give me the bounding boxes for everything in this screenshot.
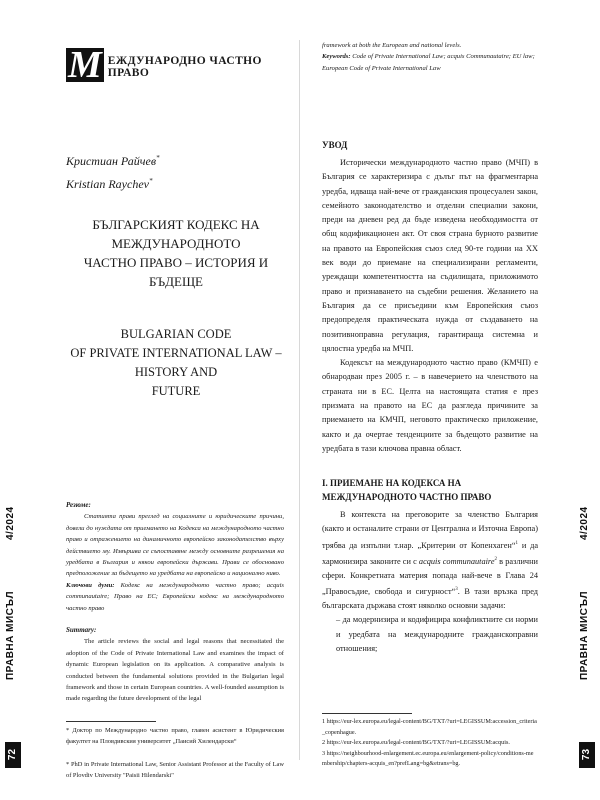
footnote-rule-right [322, 713, 412, 714]
footnote-3: 3 https://neighbourhood-enlargement.ec.europa.eu/enlargement-policy/conditions-membership/chapters-acquis_en?prefLang=bg&etrans=bg. [322, 749, 534, 768]
section-title: ЕЖДУНАРОДНО ЧАСТНО ПРАВО [107, 55, 262, 79]
section-heading [66, 44, 300, 86]
article-title-bg: БЪЛГАРСКИЯТ КОДЕКС НА МЕЖДУНАРОДНОТО ЧАСТНО ПРАВО – ИСТОРИЯ И БЪДЕЩЕ [83, 217, 269, 289]
journal-name-left: ПРАВНА МИСЪЛ [5, 591, 16, 680]
summary-en-label: Summary: [66, 626, 97, 634]
keywords-bg: Ключови думи: Кодекс на международното частно право; acquis communautaire; Право на ЕС; Европейски кодекс на международното частно право [66, 581, 284, 612]
footnote-1: 1 https://eur-lex.europa.eu/legal-content/BG/TXT/?uri=LEGISSUM:accession_criteria_copenhague. [322, 718, 537, 736]
summary-bg-text: Статията прави преглед на социалните и юридическите причини, довели до нуждата от приемането на Кодекса на международното частно право и отражението на динамичното европейско законодателство върху действието му. Извършва се съпоставяне между основните разрешения на уредбата в България и някои европейски държави. Прави се обосновано предположение за бъдещето на уредбата на европейско и национално ниво. [66, 513, 284, 578]
intro-paragraph-2: Кодексът на международното частно право (КМЧП) е обнародван през 2005 г. – в навечерието на членството на страната ни в ЕС. Целта на настоящата статия е през призмата на правото на ЕС да разгледа причините за приемането на КМЧП, неговото практическо приложение, както и да очертае тенденциите за бъдещото развитие на уредбата в тази ключова правна област. [322, 358, 538, 453]
section-initial: М [68, 44, 102, 86]
footnote-2: 2 https://eur-lex.europa.eu/legal-content/BG/TXT/?uri=LEGISSUM:acquis. [322, 739, 510, 747]
footnote-author-en: * PhD in Private International Law, Senior Assistant Professor at the Faculty of Law of Plovdiv University "Paisii Hilendarski" [66, 761, 284, 779]
author-bg: Кристиан Райчев* [66, 154, 160, 168]
footnote-rule [66, 721, 156, 722]
left-side-strip [5, 480, 21, 780]
section-1-paragraph: В контекста на преговорите за членство България (както и останалите страни от Централна и Източна Европа) трябва да изпълни т.нар. „Критерии от Копенхаген“$^1$ и да хармонизира законите си с acquis communautaire$^2$ в различни сфери. Конкретната материя попада най-вече в Глава 24 „Правосъдие, свобода и сигурност“$^3$. В тази връзка пред българската държава стоят няколко основни задачи: [322, 510, 538, 611]
journal-name-right: ПРАВНА МИСЪЛ [579, 591, 590, 680]
right-page [300, 0, 600, 800]
right-side-strip [579, 480, 595, 780]
intro-body [322, 156, 538, 456]
task-list-item: – да модернизира и кодифицира конфликтните си норми и уредбата на международните гражданскоправни отношения; [336, 615, 538, 653]
summary-en-continued: framework at both the European and national levels. Keywords: Code of Private International Law; acquis Communautaire; EU law; European Code of Private International Law [322, 42, 535, 72]
summary-en [66, 625, 284, 705]
issue-label-right: 4/2024 [579, 506, 590, 540]
section-1-heading: I. ПРИЕМАНЕ НА КОДЕКСА НА МЕЖДУНАРОДНОТО ЧАСТНО ПРАВО [322, 478, 492, 502]
summary-en-text: The article reviews the social and legal reasons that necessitated the adoption of the Code of Private International Law and examines the impact of dynamic European legislation on its application. A comparative analysis is conducted between the fundamental solutions provided in the Bulgarian legal framework and those in certain European countries. A well-founded assumption is made regarding the future development of the legal [66, 638, 284, 703]
intro-paragraph-1: Исторически международното частно право (МЧП) в България се характеризира с дълъг път на фрагментарна уредба, идваща най-вече от гражданския процесуален закон, семейното законодателство и отделни специални закони, преди на дневен ред да бъде изведена необходимостта от общ кодификационен акт. От своя страна бурното развитие на правото на Европейския съюз след 90-те години на XX век води до приемане на специализирани регламенти, уреждащи компетентността на съдилищата, приложимото право и признаването на съдебни решения. Желанието на България да се присъедини към Европейския съюз предопределя практическата нужда от създаването на позитивноправна регулация, гарантираща системна и цялостна уредба на МЧП. [322, 158, 538, 353]
intro-heading: УВОД [322, 140, 348, 150]
section-1-body [322, 508, 538, 656]
summary-bg-label: Резюме: [66, 501, 91, 509]
authors [66, 148, 160, 194]
author-en: Kristian Raychev* [66, 177, 153, 191]
page-number-left: 72 [5, 742, 21, 768]
issue-label-left: 4/2024 [5, 506, 16, 540]
page-number-right: 73 [579, 742, 595, 768]
article-title-en: BULGARIAN CODE OF PRIVATE INTERNATIONAL LAW – HISTORY AND FUTURE [70, 327, 282, 398]
summary-bg [66, 500, 284, 614]
footnote-author-bg: * Доктор по Международно частно право, главен асистент в Юридическия факултет на Пловдивския университет „Паисий Хилендарски“ [66, 727, 284, 745]
footnotes-right [322, 717, 537, 770]
